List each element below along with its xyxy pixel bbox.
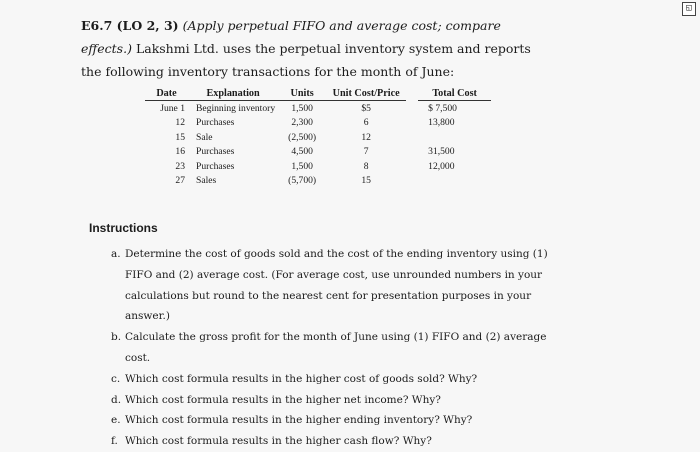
cell-date: June 1: [160, 102, 185, 114]
table-header-row: [145, 86, 491, 101]
table-row: [145, 174, 491, 189]
cell-date: 12: [175, 117, 185, 129]
instructions-heading: Instructions: [89, 221, 158, 235]
problem-code: E6.7 (LO 2, 3): [81, 18, 179, 33]
expand-icon[interactable]: ◱: [682, 2, 696, 16]
cell-explanation: Purchases: [196, 160, 235, 172]
item-letter: d.: [111, 393, 122, 406]
cell-units: 1,500: [291, 160, 313, 172]
header-date: Date: [145, 86, 188, 101]
cell-cost: 6: [363, 117, 369, 129]
cell-cost: 12: [361, 131, 371, 143]
list-item: [111, 431, 551, 452]
cell-units: (5,700): [288, 175, 317, 187]
cell-total: 12,000: [428, 160, 455, 172]
list-item: [111, 244, 551, 327]
cell-cost: 15: [361, 175, 371, 187]
cell-date: 23: [175, 160, 185, 172]
header-total-cost: Total Cost: [418, 86, 491, 101]
item-text: Which cost formula results in the higher cash flow? Why?: [125, 435, 432, 448]
header-explanation: Explanation: [188, 86, 278, 101]
transactions-table: [145, 86, 491, 188]
cell-total: 31,500: [428, 146, 455, 158]
cell-explanation: Sale: [196, 131, 213, 143]
cell-cost: 8: [363, 160, 369, 172]
list-item: [111, 410, 551, 431]
cell-total: [418, 130, 491, 145]
problem-statement: [81, 14, 551, 83]
table-row: [145, 116, 491, 131]
cell-cost: $5: [361, 102, 371, 114]
item-letter: f.: [111, 435, 118, 448]
problem-topic: (Apply perpetual FIFO and average cost; compare effects.): [81, 18, 501, 56]
item-text: Which cost formula results in the higher cost of goods sold? Why?: [125, 372, 478, 385]
item-text: Calculate the gross profit for the month of June using (1) FIFO and (2) average cost.: [125, 331, 547, 364]
problem-text: Lakshmi Ltd. uses the perpetual inventory system and reports the following inventory transactions for the month of June:: [81, 41, 531, 79]
list-item: [111, 327, 551, 369]
cell-units: (2,500): [288, 131, 317, 143]
cell-units: 1,500: [291, 102, 313, 114]
cell-cost: 7: [363, 146, 369, 158]
table-row: [145, 101, 491, 116]
cell-explanation: Purchases: [196, 146, 235, 158]
cell-explanation: Beginning inventory: [196, 102, 276, 114]
cell-units: 4,500: [291, 146, 313, 158]
cell-explanation: Purchases: [196, 117, 235, 129]
header-unit-cost: Unit Cost/Price: [326, 86, 406, 101]
cell-units: 2,300: [291, 117, 313, 129]
list-item: [111, 369, 551, 390]
item-text: Which cost formula results in the higher ending inventory? Why?: [125, 414, 473, 427]
table-row: [145, 145, 491, 160]
instructions-list: [111, 244, 551, 452]
cell-date: 15: [175, 131, 185, 143]
table-row: [145, 159, 491, 174]
item-text: Which cost formula results in the higher net income? Why?: [125, 393, 441, 406]
item-letter: a.: [111, 248, 121, 260]
item-letter: e.: [111, 414, 121, 427]
cell-date: 16: [175, 146, 185, 158]
table-row: [145, 130, 491, 145]
item-letter: c.: [111, 372, 121, 385]
cell-total: $ 7,500: [428, 102, 457, 114]
cell-total: [418, 174, 491, 189]
header-gap: [406, 86, 418, 101]
cell-total: 13,800: [428, 117, 455, 129]
header-units: Units: [278, 86, 326, 101]
item-text: Determine the cost of goods sold and the cost of the ending inventory using (1) FIFO and (2) average cost. (For average cost, use unrounded numbers in your calculations but round to the nearest cent for presentation purposes in your answer.): [125, 248, 548, 323]
cell-date: 27: [175, 175, 185, 187]
list-item: [111, 390, 551, 411]
cell-explanation: Sales: [196, 175, 217, 187]
item-letter: b.: [111, 331, 122, 344]
